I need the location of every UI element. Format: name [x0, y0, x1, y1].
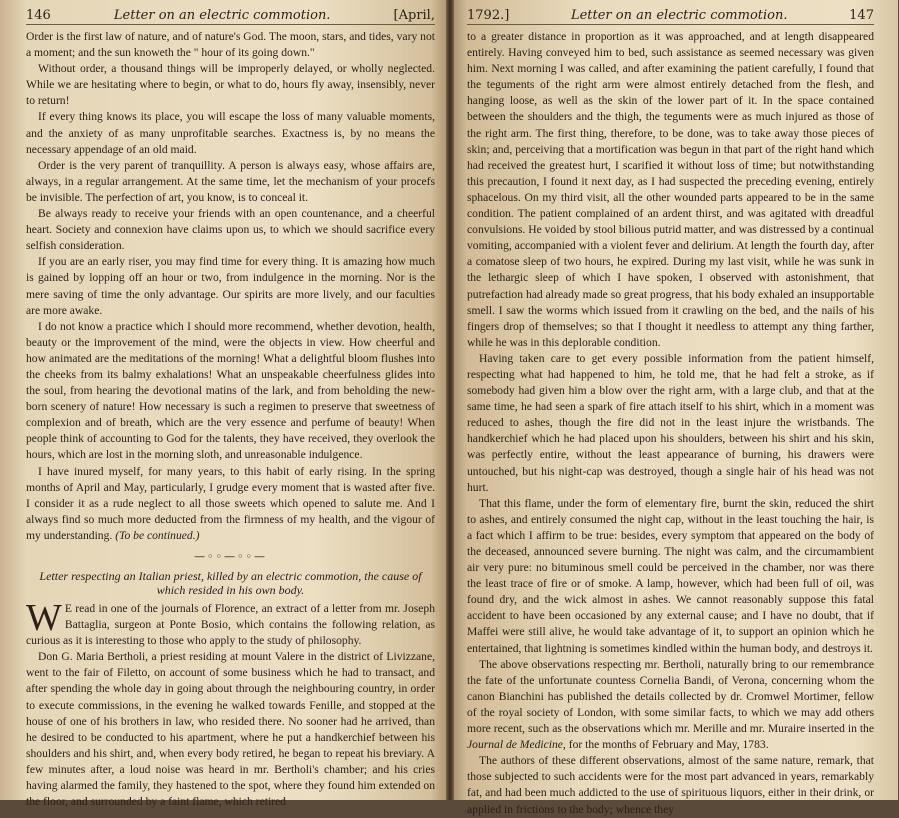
- last-paragraph-text: I have inured myself, for many years, to this habit of early rising. In the spring months of April and May, particularly, I grudge every moment that is wasted after five. I consider it as a rude neglect to all those sweets which opened to salute me. And I always find so much more deducted from the firmness of my health, and the vigour of my understanding.: [26, 464, 435, 542]
- paragraph: If every thing knows its place, you will escape the loss of many valuable moments, and the anxiety of as many unprofitable searches. Exactness is, by no means the necessary appendage of an old maid.: [26, 110, 435, 156]
- paragraph: That this flame, under the form of elementary fire, burnt the skin, reduced the shirt to ashes, and entirely consumed the night cap, without in the least touching the hair, is a fact which I affirm to be true: besides, every symptom that appeared on the body of the deceased, announced severe burning. The night was calm, and the circumambient air very pure: no bituminous smell could be perceived in the chamber, nor was there the least trace of fire or of smoke. A lamp, however, which had been full of oil, was found dry, and the wick almost in ashes. We cannot reasonably suppose this fatal accident to have been occasioned by any external cause; and I have no doubt, that if Maffei were still alive, he would take advantage of it, to support an opinion which he entertained, that lightning is sometimes kindled within the human body, and destroys it.: [467, 496, 874, 655]
- right-page: [449, 0, 898, 816]
- drop-cap: W: [26, 597, 62, 639]
- paragraph: Without order, a thousand things will be improperly delayed, or wholly neglected. While we are hesitating where to begin, or what to do, hours fly away, insensibly, never to return!: [26, 62, 435, 108]
- paragraph: Order is the first law of nature, and of nature's God. The moon, stars, and tides, vary not a moment; and the sun knoweth the " hour of its going down.": [26, 30, 435, 60]
- paragraph: Order is the very parent of tranquillity. A person is always easy, whose affairs are, always, in a regular arrangement. At the same time, let the mechanism of your procefs be invisible. The perfection of art, you know, is to conceal it.: [26, 158, 435, 204]
- paragraph: [26, 597, 435, 649]
- paragraph: If you are an early riser, you may find time for every thing. It is amazing how much is gained by lopping off an hour or two, from indulgence in the morning. Nor is the mere saving of time the only advantage. Our spirits are more lively, and our faculties are more awake.: [26, 255, 435, 317]
- right-running-title: Letter on an electric commotion.: [570, 8, 788, 23]
- article-first-paragraph: E read in one of the journals of Florence, an extract of a letter from mr. Joseph Battaglia, surgeon at Ponte Bosio, which contains the following relation, as curious as it is interesting to those who apply to the study of philosophy.: [26, 602, 435, 648]
- paragraph: Don G. Maria Bertholi, a priest residing at mount Valere in the district of Livizzane, went to the fair of Filetto, on account of some business which he had to transact, and after spending the whole day in going about through the neighbouring country, in order to execute commissions, in the evening he walked towards Fenille, and stopped at the house of one of his brothers in law, who resided there. No sooner had he arrived, than he desired to be conducted to his apartment, where he put a handkerchief between his shoulders and his shirt, and, when every body retired, he began to repeat his breviary. A few minutes after, a loud noise was heard in mr. Bertholi's chamber; and his cries having alarmed the family, they hastened to the spot, where they found him extended on the floor, and surrounded by a faint flame, which retired: [26, 650, 435, 809]
- right-page-number: 147: [849, 8, 874, 23]
- paragraph: Be always ready to receive your friends with an open countenance, and a cheerful heart. Society and connexion have claims upon us, to which we should sacrifice every selfish consideration.: [26, 207, 435, 253]
- paragraph: The authors of these different observations, almost of the same nature, remark, that those subjected to such accidents were for the most part advanced in years, remarkably fat, and had been much addicted to the use of spirituous liquors, either in their drink, or applied in frictions to the body; whence they: [467, 754, 874, 816]
- paragraph: [467, 657, 874, 754]
- paragraph: to a greater distance in proportion as it was approached, and at length disappeared entirely. Having conveyed him to bed, such assistance as seemed necessary was given him. Next morning I was called, and after examining the patient carefully, I found that the teguments of the right arm were almost entirely detached from the flesh, and hanging loose, as well as the skin of the lower part of it. In the space contained between the shoulders and the thigh, the teguments were as much injured as those of the right arm. The first thing, therefore, to be done, was to take away those pieces of skin; and, perceiving that a mortification was begun in that part of the right hand which had received the greatest hurt, I scarified it without loss of time; but notwithstanding this precaution, I found it next day, as I had suspected the preceding evening, entirely sphacelous. On my third visit, all the other wounded parts appeared to be in the same condition. The patient complained of an ardent thirst, and was agitated with dreadful convulsions. He voided by stool bilious putrid matter, and was distressed by a continual vomiting, accompanied with a violent fever and delirium. At length the fourth day, after a comatose sleep of two hours, he expired. During my last visit, while he was sunk in the lethargic sleep of which I have spoken, I observed with astonishment, that putrefaction had already made so great progress, that his body exhaled an insupportable smell. I saw the worms which issued from it crawling on the bed, and the nails of his fingers drop of themselves; so that I thought it needless to attempt any thing farther, while he was in this deplorable condition.: [467, 30, 874, 349]
- journal-name: Journal de Medicine,: [467, 738, 566, 752]
- right-body-text: [467, 29, 874, 818]
- paragraph: Having taken care to get every possible information from the patient himself, respecting what had happened to him, he told me, that he had felt a stroke, as if somebody had given him a blow over the right arm, with a large club, and that at the same time, he had seen a spark of fire attach itself to his shirt, which in a moment was reduced to ashes, though the fire did not in the least injure the wristbands. The handkerchief which he had placed upon his shoulders, between his shirt and his skin, was perfectly entire, without the least appearance of burning, his drawers were untouched, but his night-cap was destroyed, though a single hair of his head was not hurt.: [467, 351, 874, 494]
- paragraph-text: The above observations respecting mr. Bertholi, naturally bring to our remembrance the fate of the unfortunate countess Cornelia Bandi, of Verona, concerning whom the canon Bianchini has published the details collected by dr. Cromwel Mortimer, fellow of the royal society of London, with some similar facts, to which we may add others more recent, such as the observations which mr. Merille and mr. Muraire inserted in the: [467, 657, 874, 736]
- book-gutter: [446, 0, 454, 800]
- left-running-title: Letter on an electric commotion.: [113, 8, 331, 23]
- left-bracket-year: [April,: [393, 8, 435, 23]
- article-body-text: [26, 597, 435, 810]
- paragraph: [26, 464, 435, 544]
- continued-note: (To be continued.): [115, 528, 200, 542]
- right-bracket-year: 1792.]: [467, 8, 510, 23]
- left-page: [0, 0, 449, 809]
- right-running-head: [467, 8, 874, 25]
- paragraph-text: for the months of February and May, 1783.: [568, 738, 769, 752]
- left-page-number: 146: [26, 8, 51, 23]
- left-body-text: [26, 29, 435, 544]
- left-running-head: [26, 8, 435, 25]
- article-title: Letter respecting an Italian priest, killed by an electric commotion, the cause of which resided in his own body.: [39, 569, 422, 597]
- section-ornament: —◦◦—◦◦—: [194, 550, 267, 563]
- paragraph: I do not know a practice which I should more recommend, whether devotion, health, beauty or the improvement of the mind, were the objects in view. How cheerful and how animated are the meditations of the morning! What a delightful bloom flushes into the cheeks from its balmy exhalations! What an unspeakable cheerfulness glides into the soul, from hearing the devotional matins of the lark, and from beholding the new-born scenery of nature! How necessary is such a regimen to preserve that sweetness of complexion and of breath, which are the very essence and perfume of beauty! When people think of accounting to God for the talents, they have received, they overlook the hours, which are lost in the morning sloth, and unreasonable indulgence.: [26, 319, 435, 462]
